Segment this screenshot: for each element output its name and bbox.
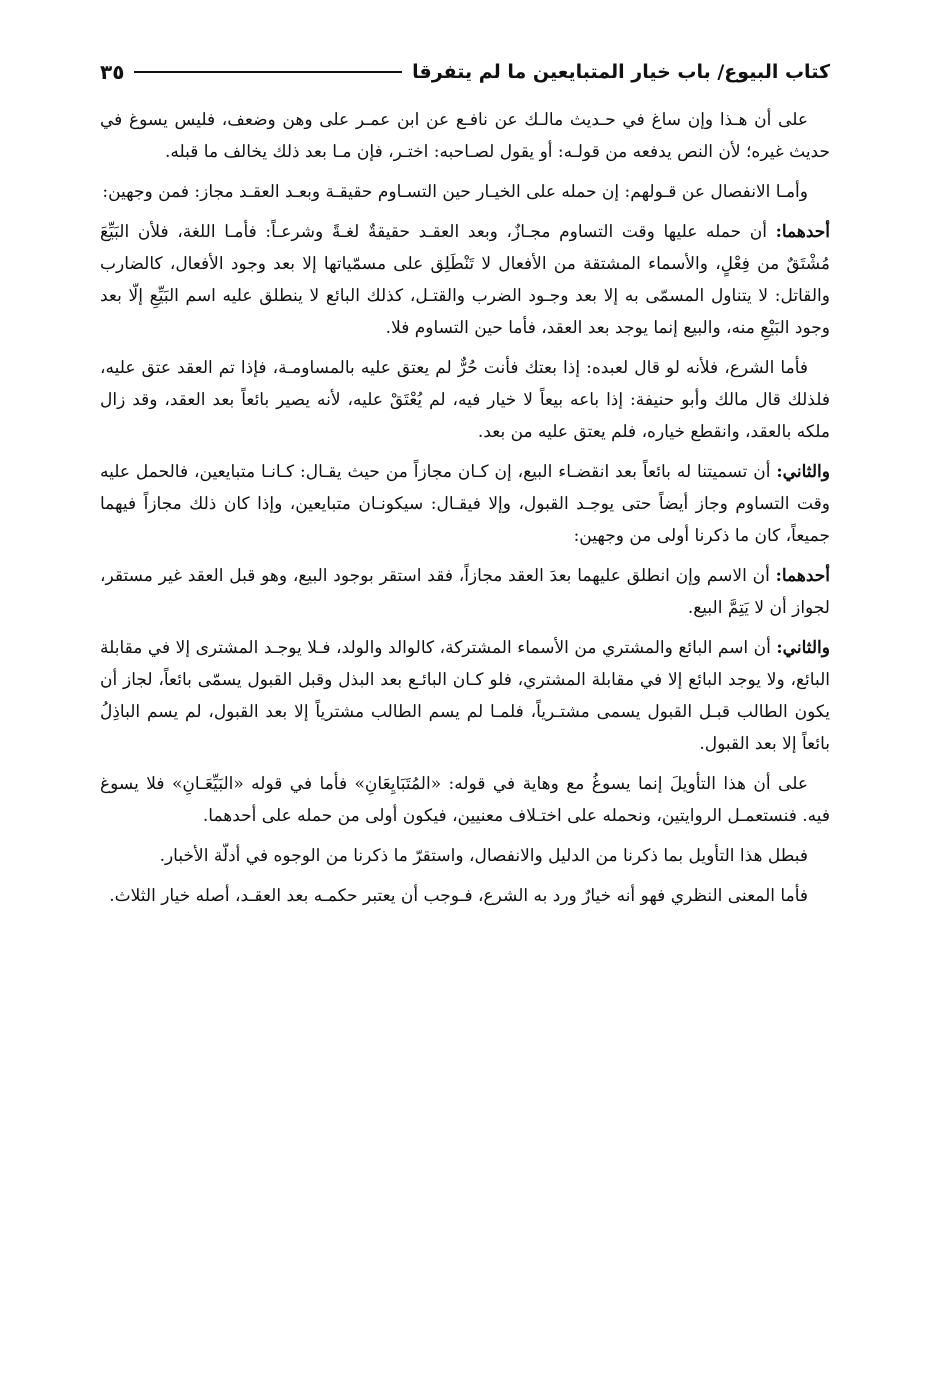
body-text bbox=[100, 104, 830, 912]
header-rule bbox=[134, 71, 402, 73]
page-number: ٣٥ bbox=[100, 60, 125, 84]
paragraph bbox=[100, 840, 830, 872]
paragraph-lead: أحدهما: bbox=[775, 222, 830, 242]
paragraph-text: على أن هـذا وإن ساغ في حـديث مالـك عن نافـع عن ابن عمـر على وهن وضعف، فليس يسوغ في حديث غيره؛ لأن النص يدفعه من قولـه: أو يقول لصـاحبه: اختـر، فإن مـا بعد ذلك يخالف ما قبله. bbox=[100, 110, 830, 162]
paragraph-text: فبطل هذا التأويل بما ذكرنا من الدليل والانفصال، واستقرّ ما ذكرنا من الوجوه في أدلّة الأخبار. bbox=[159, 846, 808, 866]
paragraph-text: أن تسميتنا له بائعاً بعد انقضـاء البيع، إن كـان مجازاً من حيث يقـال: كـانـا متبايعين، فالحمل عليه وقت التساوم وجاز أيضاً حتى يوجـد القبول، وإلا فيقـال: سيكونـان متبايعين، وإذا كان ذلك مجازاً فيهما جميعاً، كان ما ذكرنا أولى من وجهين: bbox=[100, 462, 830, 546]
paragraph-text: أن اسم البائع والمشتري من الأسماء المشتركة، كالوالد والولد، فـلا يوجـد المشترى إلا في مقابلة البائع، ولا يوجد البائع إلا في مقابلة المشتري، فلو كـان البائـع بعد البذل وقبل القبول يسمّى بائعاً، لجاز أن يكون الطالب قبـل القبول يسمى مشتـرياً، فلمـا لم يسم الطالب مشترياً إلا بعد القبول، لم يسم الباذِلُ بائعاً إلا بعد القبول. bbox=[100, 638, 830, 754]
paragraph-text: وأمـا الانفصال عن قـولهم: إن حمله على الخيـار حين التسـاوم حقيقـة وبعـد العقـد مجاز: فمن وجهين: bbox=[102, 182, 808, 202]
paragraph bbox=[100, 880, 830, 912]
paragraph bbox=[100, 176, 830, 208]
paragraph bbox=[100, 768, 830, 832]
paragraph-text: أن حمله عليها وقت التساوم مجـازٌ، وبعد العقـد حقيقةٌ لغـةً وشرعـاً: فأمـا اللغة، فلأن البَيِّعَ مُشْتَقٌ من فِعْلٍ، والأسماء المشتقة من الأفعال لا تَنْطَلِق على مسمّياتها إلا بعد وجود الأفعال، كالضارب والقاتل: لا يتناول المسمّى به إلا بعد وجـود الضرب والقتـل، كذلك البائع لا ينطلق عليه اسم البَيِّعِ إلّا بعد وجود البَيْعِ منه، والبيع إنما يوجد بعد العقد، فأما حين التساوم فلا. bbox=[100, 222, 830, 338]
paragraph bbox=[100, 560, 830, 624]
book-page bbox=[100, 52, 830, 920]
paragraph-lead: والثاني: bbox=[776, 638, 830, 658]
paragraph bbox=[100, 632, 830, 760]
paragraph bbox=[100, 104, 830, 168]
paragraph-text: على أن هذا التأويلَ إنما يسوغُ مع وهاية في قوله: «المُتَبَايِعَانِ» فأما في قوله «البَيِّعَـانِ» فلا يسوغ فيه. فنستعمـل الروايتين، ونحمله على اختـلاف معنيين، فيكون أولى من حمله على أحدهما. bbox=[100, 774, 830, 826]
paragraph bbox=[100, 352, 830, 448]
paragraph-text: أن الاسم وإن انطلق عليهما بعدَ العقد مجازاً، فقد استقر بوجود البيع، وهو قبل العقد غير مستقر، لجواز أن لا يَتِمَّ البيع. bbox=[100, 566, 830, 618]
paragraph-lead: والثاني: bbox=[776, 462, 830, 482]
paragraph-lead: أحدهما: bbox=[775, 566, 830, 586]
header-title: كتاب البيوع/ باب خيار المتبايعين ما لم يتفرقا bbox=[412, 61, 830, 83]
paragraph-text: فأما الشرع، فلأنه لو قال لعبده: إذا بعتك فأنت حُرٌّ لم يعتق عليه بالمساومـة، فإذا تم العقد عتق عليه، فلذلك قال مالك وأبو حنيفة: إذا باعه بيعاً لا خيار فيه، لم يُعْتَقْ عليه، لأنه يصير بائعاً بعد العقد، وقد زال ملكه بالعقد، وانقطع خياره، فلم يعتق عليه من بعد. bbox=[100, 358, 830, 442]
paragraph bbox=[100, 216, 830, 344]
paragraph-text: فأما المعنى النظري فهو أنه خيارٌ ورد به الشرع، فـوجب أن يعتبر حكمـه بعد العقـد، أصله خيار الثلاث. bbox=[109, 886, 808, 906]
paragraph bbox=[100, 456, 830, 552]
running-header bbox=[100, 52, 830, 92]
